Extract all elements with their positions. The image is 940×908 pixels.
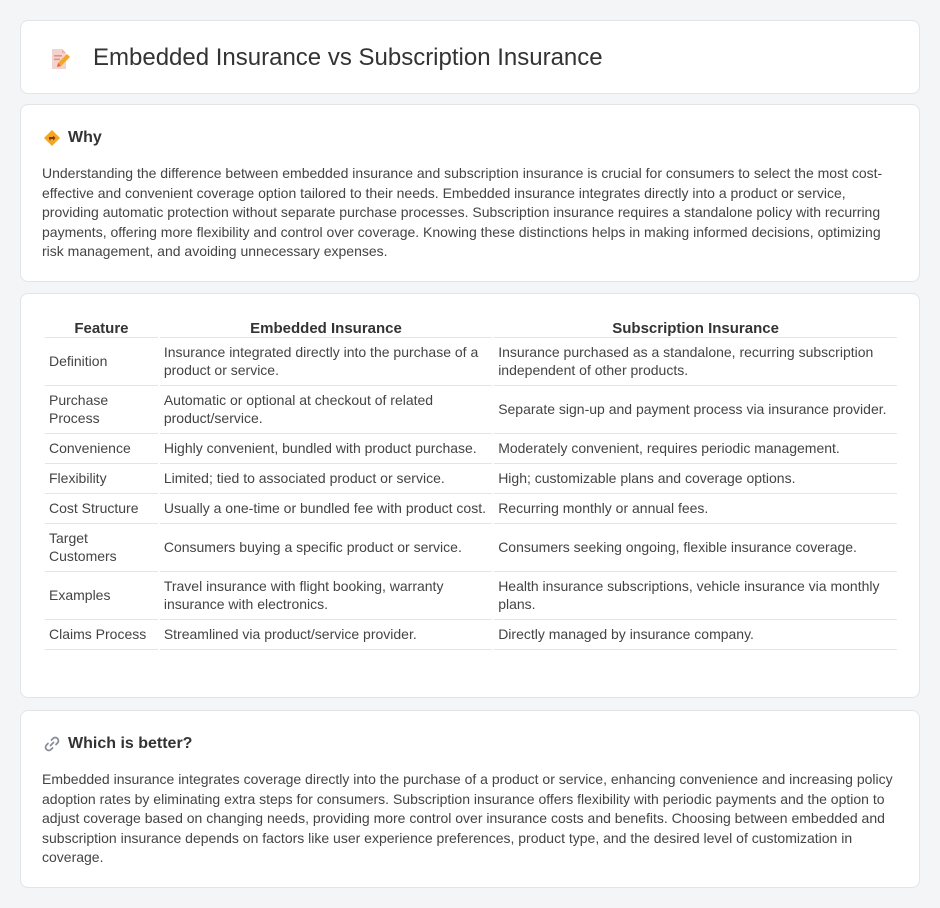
subscription-cell: Moderately convenient, requires periodic management. xyxy=(494,434,897,464)
table-row xyxy=(45,434,897,464)
edit-document-icon xyxy=(47,47,71,71)
column-header: Subscription Insurance xyxy=(494,316,897,338)
embedded-cell: Insurance integrated directly into the purchase of a product or service. xyxy=(160,338,492,386)
feature-cell: Purchase Process xyxy=(45,386,158,434)
subscription-cell: Recurring monthly or annual fees. xyxy=(494,494,897,524)
feature-cell: Definition xyxy=(45,338,158,386)
embedded-cell: Usually a one-time or bundled fee with product cost. xyxy=(160,494,492,524)
table-row xyxy=(45,464,897,494)
table-row xyxy=(45,620,897,650)
why-header xyxy=(43,127,102,149)
link-icon xyxy=(43,735,61,753)
embedded-cell: Highly convenient, bundled with product purchase. xyxy=(160,434,492,464)
feature-cell: Convenience xyxy=(45,434,158,464)
subscription-cell: Consumers seeking ongoing, flexible insurance coverage. xyxy=(494,524,897,572)
subscription-cell: Separate sign-up and payment process via insurance provider. xyxy=(494,386,897,434)
page-title: Embedded Insurance vs Subscription Insurance xyxy=(93,44,603,71)
embedded-cell: Consumers buying a specific product or service. xyxy=(160,524,492,572)
subscription-cell: High; customizable plans and coverage options. xyxy=(494,464,897,494)
embedded-cell: Streamlined via product/service provider. xyxy=(160,620,492,650)
why-body: Understanding the difference between embedded insurance and subscription insurance is crucial for consumers to select the most cost-effective and convenient coverage option tailored to their needs. Embedded insurance integrates directly into a product or service, providing automatic protection without separate purchase processes. Subscription insurance requires a standalone policy with recurring payments, offering more flexibility and control over coverage. Knowing these distinctions helps in making informed decisions, optimizing risk management, and avoiding unnecessary expenses. xyxy=(42,165,883,260)
table-row xyxy=(45,494,897,524)
why-section xyxy=(20,104,920,282)
better-body: Embedded insurance integrates coverage directly into the purchase of a product or service, enhancing convenience and increasing policy adoption rates by eliminating extra steps for consumers. Subscription insurance offers flexibility with periodic payments and the option to adjust coverage based on changing needs, providing more control over insurance costs and benefits. Choosing between embedded and subscription insurance depends on factors like user experience preferences, product type, and the desired level of customization in coverage. xyxy=(42,771,893,866)
embedded-cell: Travel insurance with flight booking, warranty insurance with electronics. xyxy=(160,572,492,620)
comparison-card xyxy=(20,293,920,698)
subscription-cell: Directly managed by insurance company. xyxy=(494,620,897,650)
feature-cell: Cost Structure xyxy=(45,494,158,524)
subscription-cell: Health insurance subscriptions, vehicle insurance via monthly plans. xyxy=(494,572,897,620)
table-row xyxy=(45,524,897,572)
table-row xyxy=(45,338,897,386)
table-header-row xyxy=(45,316,897,338)
which-is-better-section xyxy=(20,710,920,888)
feature-cell: Target Customers xyxy=(45,524,158,572)
subscription-cell: Insurance purchased as a standalone, recurring subscription independent of other products. xyxy=(494,338,897,386)
feature-cell: Claims Process xyxy=(45,620,158,650)
better-heading: Which is better? xyxy=(68,735,193,752)
comparison-table xyxy=(43,316,899,650)
table-row xyxy=(45,572,897,620)
feature-cell: Flexibility xyxy=(45,464,158,494)
table-row xyxy=(45,386,897,434)
column-header: Embedded Insurance xyxy=(160,316,492,338)
embedded-cell: Limited; tied to associated product or service. xyxy=(160,464,492,494)
header-card xyxy=(20,20,920,94)
column-header: Feature xyxy=(45,316,158,338)
diamond-signpost-icon xyxy=(43,129,61,147)
embedded-cell: Automatic or optional at checkout of related product/service. xyxy=(160,386,492,434)
feature-cell: Examples xyxy=(45,572,158,620)
better-header xyxy=(43,733,192,755)
why-heading: Why xyxy=(68,129,102,146)
